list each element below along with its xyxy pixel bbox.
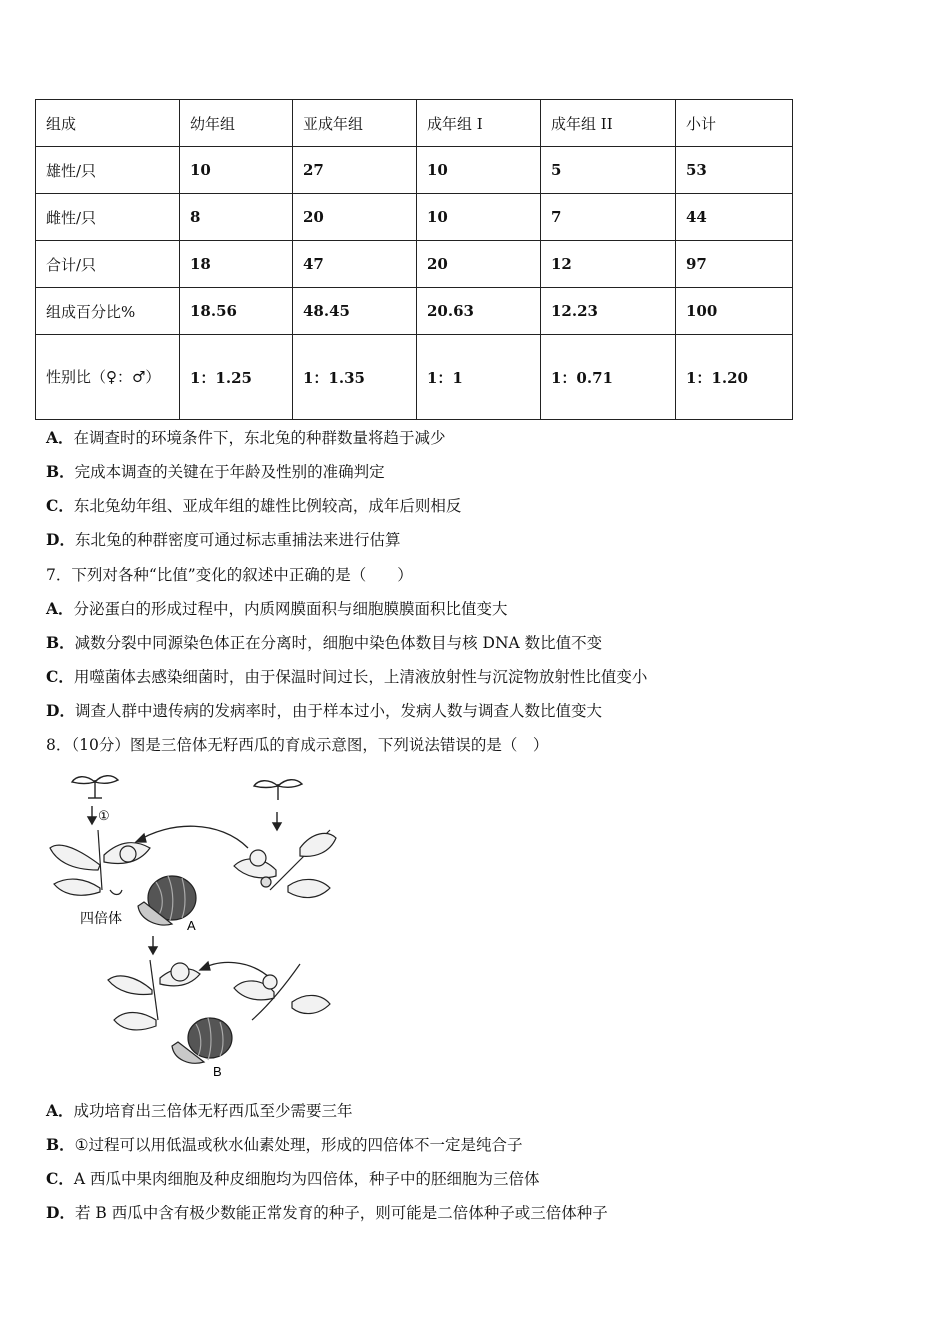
option-letter: D． bbox=[46, 1203, 75, 1222]
q8-option-d bbox=[46, 1201, 608, 1223]
q7-option-a bbox=[46, 597, 508, 619]
option-text: 分泌蛋白的形成过程中，内质网膜面积与细胞膜膜面积比值变大 bbox=[73, 600, 508, 618]
table-header-cell: 组成 bbox=[36, 100, 180, 147]
table-cell: 53 bbox=[676, 147, 793, 194]
table-cell: 20 bbox=[293, 194, 417, 241]
table-cell: 1：1.20 bbox=[676, 335, 793, 420]
label-b: B bbox=[213, 1064, 222, 1079]
table-cell: 27 bbox=[293, 147, 417, 194]
table-cell: 97 bbox=[676, 241, 793, 288]
option-letter: C． bbox=[46, 1169, 74, 1188]
option-text: 若 B 西瓜中含有极少数能正常发育的种子，则可能是二倍体种子或三倍体种子 bbox=[74, 1204, 608, 1222]
q8-option-b bbox=[46, 1133, 523, 1155]
table-cell: 20 bbox=[417, 241, 541, 288]
option-text: 东北兔幼年组、亚成年组的雄性比例较高，成年后则相反 bbox=[73, 497, 462, 515]
tetraploid-label: 四倍体 bbox=[80, 912, 122, 927]
option-text: 调查人群中遗传病的发病率时，由于样本过小，发病人数与调查人数比值变大 bbox=[74, 702, 602, 720]
triploid-plant bbox=[108, 960, 200, 1030]
option-text: A 西瓜中果肉细胞及种皮细胞均为四倍体，种子中的胚细胞为三倍体 bbox=[73, 1170, 540, 1188]
diploid-plant bbox=[234, 830, 336, 898]
option-text: 成功培育出三倍体无籽西瓜至少需要三年 bbox=[73, 1102, 353, 1120]
table-cell: 100 bbox=[676, 288, 793, 335]
q6-option-a bbox=[46, 426, 446, 448]
table-cell: 44 bbox=[676, 194, 793, 241]
q7-option-c bbox=[46, 665, 647, 687]
table-cell: 18 bbox=[180, 241, 293, 288]
table-row bbox=[36, 147, 793, 194]
q7-option-b bbox=[46, 631, 602, 653]
table-cell: 7 bbox=[541, 194, 676, 241]
table-cell: 1：1 bbox=[417, 335, 541, 420]
q6-option-c bbox=[46, 494, 461, 516]
arrow-down-icon bbox=[149, 936, 157, 954]
table-header-cell: 小计 bbox=[676, 100, 793, 147]
option-text: 完成本调查的关键在于年龄及性别的准确判定 bbox=[74, 463, 385, 481]
q8-stem: 8．（10分）图是三倍体无籽西瓜的育成示意图，下列说法错误的是（ ） bbox=[46, 736, 549, 754]
option-letter: C． bbox=[46, 496, 74, 515]
option-letter: D． bbox=[46, 701, 75, 720]
pollination-arrow bbox=[136, 826, 248, 848]
table-row bbox=[36, 335, 793, 420]
option-text: 在调查时的环境条件下，东北兔的种群数量将趋于减少 bbox=[73, 429, 446, 447]
table-cell: 20.63 bbox=[417, 288, 541, 335]
row-label: 雌性/只 bbox=[36, 194, 180, 241]
table-cell: 12.23 bbox=[541, 288, 676, 335]
table-cell: 10 bbox=[417, 194, 541, 241]
table-row bbox=[36, 194, 793, 241]
table-cell: 48.45 bbox=[293, 288, 417, 335]
q8-option-a bbox=[46, 1099, 353, 1121]
option-letter: B． bbox=[46, 1135, 75, 1154]
watermelon-breeding-figure bbox=[40, 770, 340, 1080]
q6-option-b bbox=[46, 460, 385, 482]
option-letter: A． bbox=[46, 428, 74, 447]
label-a: A bbox=[187, 918, 196, 933]
table-cell: 8 bbox=[180, 194, 293, 241]
table-cell: 1：0.71 bbox=[541, 335, 676, 420]
row-label: 组成百分比% bbox=[36, 288, 180, 335]
q7-stem: 7．下列对各种“比值”变化的叙述中正确的是（ ） bbox=[46, 566, 413, 584]
option-letter: B． bbox=[46, 633, 75, 652]
row-label: 合计/只 bbox=[36, 241, 180, 288]
table-cell: 1：1.35 bbox=[293, 335, 417, 420]
diploid-plant bbox=[234, 964, 330, 1020]
option-text: ①过程可以用低温或秋水仙素处理，形成的四倍体不一定是纯合子 bbox=[74, 1136, 523, 1154]
table-cell: 18.56 bbox=[180, 288, 293, 335]
step-label: ① bbox=[98, 808, 110, 823]
table-row bbox=[36, 241, 793, 288]
table-cell: 10 bbox=[180, 147, 293, 194]
row-label: 雄性/只 bbox=[36, 147, 180, 194]
option-text: 减数分裂中同源染色体正在分离时，细胞中染色体数目与核 DNA 数比值不变 bbox=[74, 634, 603, 652]
q8-option-c bbox=[46, 1167, 539, 1189]
table-header-cell: 亚成年组 bbox=[293, 100, 417, 147]
arrow-down-icon bbox=[88, 806, 96, 824]
seedling-icon bbox=[72, 776, 118, 798]
watermelon-b-icon bbox=[172, 1018, 232, 1063]
arrow-down-icon bbox=[273, 812, 281, 830]
q7-option-d bbox=[46, 699, 602, 721]
table-cell: 10 bbox=[417, 147, 541, 194]
seedling-icon bbox=[254, 780, 302, 800]
option-text: 东北兔的种群密度可通过标志重捕法来进行估算 bbox=[74, 531, 401, 549]
option-letter: A． bbox=[46, 599, 74, 618]
option-letter: A． bbox=[46, 1101, 74, 1120]
option-letter: C． bbox=[46, 667, 74, 686]
table-cell: 47 bbox=[293, 241, 417, 288]
row-label: 性别比（♀：♂） bbox=[36, 335, 180, 420]
table-header-row bbox=[36, 100, 793, 147]
pollination-arrow bbox=[200, 962, 270, 978]
table-header-cell: 成年组 I bbox=[417, 100, 541, 147]
table-cell: 12 bbox=[541, 241, 676, 288]
table-header-cell: 成年组 II bbox=[541, 100, 676, 147]
table-cell: 1：1.25 bbox=[180, 335, 293, 420]
option-letter: B． bbox=[46, 462, 75, 481]
option-text: 用噬菌体去感染细菌时，由于保温时间过长，上清液放射性与沉淀物放射性比值变小 bbox=[73, 668, 648, 686]
table-row bbox=[36, 288, 793, 335]
tetraploid-plant bbox=[50, 830, 150, 895]
table-header-cell: 幼年组 bbox=[180, 100, 293, 147]
option-letter: D． bbox=[46, 530, 75, 549]
table-cell: 5 bbox=[541, 147, 676, 194]
population-table bbox=[35, 99, 793, 420]
q6-option-d bbox=[46, 528, 400, 550]
